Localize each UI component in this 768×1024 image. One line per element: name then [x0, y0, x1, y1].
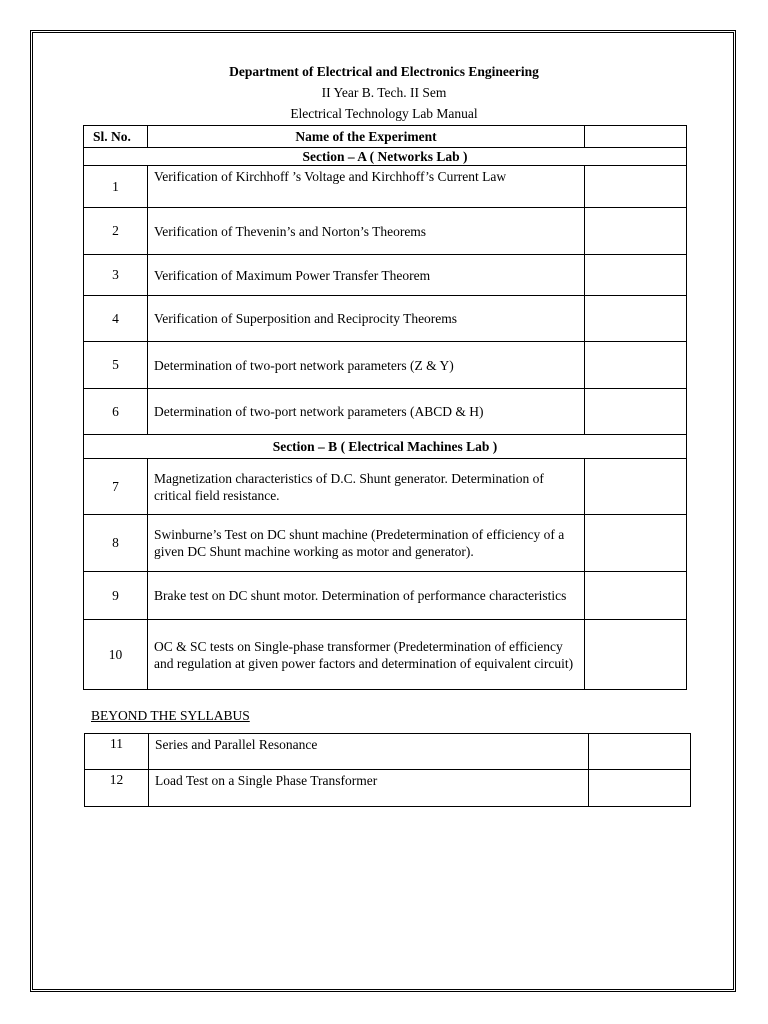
- blank-cell: [585, 255, 687, 296]
- blank-cell: [585, 572, 687, 620]
- experiment-name: Determination of two-port network parameters (Z & Y): [148, 342, 585, 389]
- sl-no-header: Sl. No.: [84, 126, 148, 148]
- blank-cell: [585, 166, 687, 208]
- manual-title: Electrical Technology Lab Manual: [290, 106, 478, 121]
- row-number: 10: [84, 620, 148, 690]
- table-row: [84, 296, 687, 342]
- experiment-name: Verification of Superposition and Reciprocity Theorems: [148, 296, 585, 342]
- row-number: 6: [84, 389, 148, 435]
- blank-cell: [585, 296, 687, 342]
- year-semester: II Year B. Tech. II Sem: [321, 85, 447, 100]
- experiment-name: Verification of Thevenin’s and Norton’s Theorems: [148, 208, 585, 255]
- row-number: 11: [85, 734, 149, 770]
- blank-cell: [585, 459, 687, 515]
- blank-cell: [585, 389, 687, 435]
- table-row: [84, 620, 687, 690]
- experiment-name: Determination of two-port network parameters (ABCD & H): [148, 389, 585, 435]
- blank-cell: [585, 620, 687, 690]
- section-a-row: [84, 148, 687, 166]
- table-row: [84, 515, 687, 572]
- row-number: 8: [84, 515, 148, 572]
- section-b-heading: Section – B ( Electrical Machines Lab ): [84, 435, 687, 459]
- row-number: 12: [85, 770, 149, 807]
- row-number: 5: [84, 342, 148, 389]
- table-row: [84, 572, 687, 620]
- row-number: 9: [84, 572, 148, 620]
- table-row: [85, 734, 691, 770]
- table-row: [84, 166, 687, 208]
- blank-header-cell: [585, 126, 687, 148]
- experiment-name: Brake test on DC shunt motor. Determination of performance characteristics: [148, 572, 585, 620]
- table-row: [84, 255, 687, 296]
- blank-cell: [589, 770, 691, 807]
- blank-cell: [585, 208, 687, 255]
- experiment-name: Magnetization characteristics of D.C. Shunt generator. Determination of critical field resistance.: [148, 459, 585, 515]
- row-number: 3: [84, 255, 148, 296]
- experiment-name: Verification of Maximum Power Transfer Theorem: [148, 255, 585, 296]
- table-row: [84, 389, 687, 435]
- row-number: 7: [84, 459, 148, 515]
- experiment-name: Verification of Kirchhoff ’s Voltage and Kirchhoff’s Current Law: [148, 166, 585, 208]
- beyond-syllabus-heading: BEYOND THE SYLLABUS: [91, 708, 250, 723]
- row-number: 2: [84, 208, 148, 255]
- blank-cell: [589, 734, 691, 770]
- experiment-name: Swinburne’s Test on DC shunt machine (Predetermination of efficiency of a given DC Shunt machine working as motor and generator).: [148, 515, 585, 572]
- experiment-name: Load Test on a Single Phase Transformer: [149, 770, 589, 807]
- section-a-heading: Section – A ( Networks Lab ): [84, 148, 687, 166]
- table-row: [84, 342, 687, 389]
- experiment-name: Series and Parallel Resonance: [149, 734, 589, 770]
- table-row: [84, 459, 687, 515]
- beyond-syllabus-table: [84, 733, 691, 807]
- section-b-row: [84, 435, 687, 459]
- row-number: 1: [84, 166, 148, 208]
- row-number: 4: [84, 296, 148, 342]
- department-title: Department of Electrical and Electronics Engineering: [229, 64, 539, 79]
- experiment-name: OC & SC tests on Single-phase transformer (Predetermination of efficiency and regulation at given power factors and determination of equivalent circuit): [148, 620, 585, 690]
- table-row: [84, 208, 687, 255]
- table-row: [85, 770, 691, 807]
- experiments-table: [83, 125, 687, 690]
- blank-cell: [585, 515, 687, 572]
- experiment-name-header: Name of the Experiment: [148, 126, 585, 148]
- table-header-row: [84, 126, 687, 148]
- blank-cell: [585, 342, 687, 389]
